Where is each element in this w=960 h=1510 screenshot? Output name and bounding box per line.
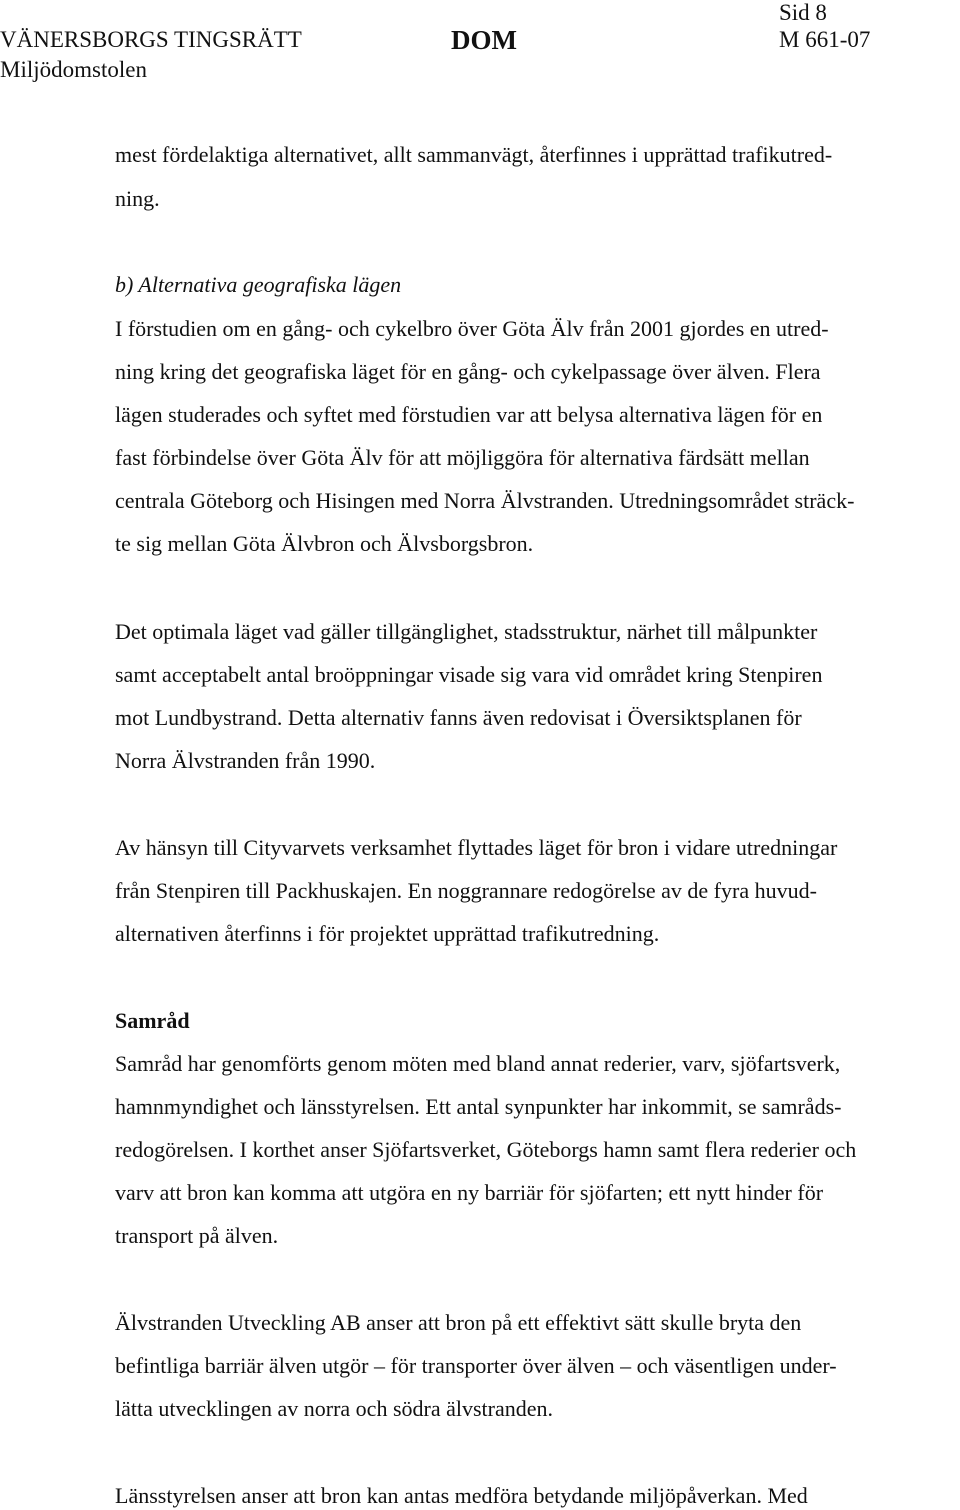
body-line: Norra Älvstranden från 1990.	[115, 748, 376, 773]
document-type: DOM	[451, 25, 517, 55]
body-line: Det optimala läget vad gäller tillgänglighet, stadsstruktur, närhet till målpunkter	[115, 619, 818, 644]
body-line: Älvstranden Utveckling AB anser att bron på ett effektivt sätt skulle bryta den	[115, 1310, 802, 1335]
body-line: fast förbindelse över Göta Älv för att möjliggöra för alternativa färdsätt mellan	[115, 445, 810, 470]
body-line: ning.	[115, 186, 160, 211]
body-line: från Stenpiren till Packhuskajen. En noggrannare redogörelse av de fyra huvud-	[115, 878, 817, 903]
body-line: I förstudien om en gång- och cykelbro över Göta Älv från 2001 gjordes en utred-	[115, 316, 829, 341]
body-line: lägen studerades och syftet med förstudien var att belysa alternativa lägen för en	[115, 402, 823, 427]
body-line: ning kring det geografiska läget för en gång- och cykelpassage över älven. Flera	[115, 359, 821, 384]
body-line: samt acceptabelt antal broöppningar visade sig vara vid området kring Stenpiren	[115, 662, 823, 687]
body-line: befintliga barriär älven utgör – för transporter över älven – och väsentligen under-	[115, 1353, 837, 1378]
body-line: mest fördelaktiga alternativet, allt sammanvägt, återfinnes i upprättad trafikutred-	[115, 142, 833, 167]
body-line: mot Lundbystrand. Detta alternativ fanns även redovisat i Översiktsplanen för	[115, 705, 802, 730]
section-heading-samrad: Samråd	[115, 1008, 190, 1033]
body-line: hamnmyndighet och länsstyrelsen. Ett antal synpunkter har inkommit, se samråds-	[115, 1094, 842, 1119]
body-line: Samråd har genomförts genom möten med bland annat rederier, varv, sjöfartsverk,	[115, 1051, 841, 1076]
body-line: centrala Göteborg och Hisingen med Norra Älvstranden. Utredningsområdet sträck-	[115, 488, 855, 513]
body-line: te sig mellan Göta Älvbron och Älvsborgsbron.	[115, 531, 534, 556]
court-name: VÄNERSBORGS TINGSRÄTT	[0, 27, 302, 52]
body-line: Länsstyrelsen anser att bron kan antas medföra betydande miljöpåverkan. Med	[115, 1483, 808, 1508]
case-number: M 661-07	[779, 27, 871, 52]
body-line: transport på älven.	[115, 1223, 279, 1248]
section-heading-alternativa-lagen: b) Alternativa geografiska lägen	[115, 272, 402, 297]
page-number: Sid 8	[779, 0, 827, 25]
body-line: Av hänsyn till Cityvarvets verksamhet flyttades läget för bron i vidare utredningar	[115, 835, 838, 860]
body-line: redogörelsen. I korthet anser Sjöfartsverket, Göteborgs hamn samt flera rederier och	[115, 1137, 857, 1162]
body-line: alternativen återfinns i för projektet upprättad trafikutredning.	[115, 921, 660, 946]
department-name: Miljödomstolen	[0, 57, 147, 82]
body-line: lätta utvecklingen av norra och södra älvstranden.	[115, 1396, 554, 1421]
body-line: varv att bron kan komma att utgöra en ny barriär för sjöfarten; ett nytt hinder för	[115, 1180, 824, 1205]
